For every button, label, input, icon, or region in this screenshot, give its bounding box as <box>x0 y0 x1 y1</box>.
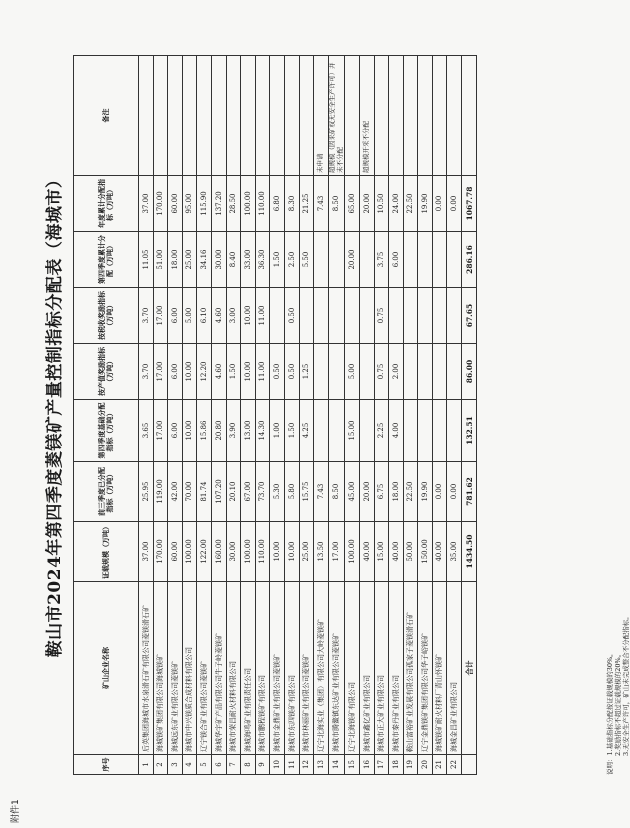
cell-value <box>432 344 447 400</box>
cell-tax <box>345 288 360 344</box>
cell-scale: 122.00 <box>197 522 212 582</box>
cell-q4 <box>328 232 345 288</box>
cell-name: 海城华宇矿产品有限公司牛子岭菱镁矿 <box>211 582 226 755</box>
cell-prev: 7.43 <box>314 462 329 522</box>
cell-base <box>447 400 462 462</box>
cell-tax <box>314 288 329 344</box>
cell-note <box>241 56 256 176</box>
table-row <box>314 56 329 775</box>
cell-name: 海城市中兴镁质合成材料有限公司 <box>182 582 197 755</box>
header-base: 第四季度基础分配指标（万吨） <box>74 400 139 462</box>
cell-note <box>447 56 462 176</box>
table-row <box>270 56 285 775</box>
cell-value: 3.70 <box>139 344 154 400</box>
cell-total-value: 86.00 <box>462 344 477 400</box>
cell-scale: 17.00 <box>328 522 345 582</box>
cell-tax: 17.00 <box>153 288 168 344</box>
header-note: 备注 <box>74 56 139 176</box>
table-row <box>197 56 212 775</box>
cell-prev: 19.90 <box>418 462 433 522</box>
cell-prev: 6.75 <box>374 462 389 522</box>
cell-tax <box>432 288 447 344</box>
cell-base: 10.00 <box>182 400 197 462</box>
cell-name: 辽宁北海实业（集团）有限公司大岭菱镁矿 <box>314 582 329 755</box>
cell-year: 65.00 <box>345 176 360 232</box>
cell-q4 <box>314 232 329 288</box>
cell-note <box>168 56 183 176</box>
cell-value: 4.60 <box>211 344 226 400</box>
table-row <box>328 56 345 775</box>
table-row <box>418 56 433 775</box>
cell-q4: 33.00 <box>241 232 256 288</box>
cell-scale: 30.00 <box>226 522 241 582</box>
cell-q4: 8.40 <box>226 232 241 288</box>
table-body <box>139 56 477 775</box>
cell-value: 11.00 <box>255 344 270 400</box>
cell-no: 11 <box>284 755 299 775</box>
cell-q4 <box>403 232 418 288</box>
cell-no: 12 <box>299 755 314 775</box>
cell-tax: 11.00 <box>255 288 270 344</box>
cell-prev: 20.00 <box>359 462 374 522</box>
cell-tax: 6.00 <box>168 288 183 344</box>
cell-name: 海城市正大矿业有限公司 <box>374 582 389 755</box>
cell-base <box>432 400 447 462</box>
cell-no: 1 <box>139 755 154 775</box>
cell-note: 超规模开采不分配 <box>359 56 374 176</box>
cell-value: 6.00 <box>168 344 183 400</box>
cell-scale: 100.00 <box>241 522 256 582</box>
cell-name: 海城海鸣矿业有限责任公司 <box>241 582 256 755</box>
cell-year: 19.90 <box>418 176 433 232</box>
cell-prev: 18.00 <box>389 462 404 522</box>
cell-name: 海城镁矿耐火材料厂青山怀镁矿 <box>432 582 447 755</box>
table-row <box>226 56 241 775</box>
cell-no: 22 <box>447 755 462 775</box>
cell-tax: 10.00 <box>241 288 256 344</box>
cell-q4: 51.00 <box>153 232 168 288</box>
cell-q4 <box>418 232 433 288</box>
cell-scale: 35.00 <box>447 522 462 582</box>
attachment-label: 附件1 <box>11 799 21 823</box>
cell-q4: 1.50 <box>270 232 285 288</box>
footnote-1: 说明：1.基础指标分配按证载规模的30%。 <box>606 650 614 775</box>
header-no: 序号 <box>74 755 139 775</box>
cell-q4: 11.05 <box>139 232 154 288</box>
cell-value <box>447 344 462 400</box>
cell-no: 21 <box>432 755 447 775</box>
cell-tax: 3.00 <box>226 288 241 344</box>
cell-note <box>345 56 360 176</box>
cell-base <box>359 400 374 462</box>
cell-name: 海城市林丽矿业有限公司菱镁矿 <box>299 582 314 755</box>
cell-tax <box>359 288 374 344</box>
cell-prev: 15.75 <box>299 462 314 522</box>
cell-base: 15.00 <box>345 400 360 462</box>
cell-tax: 0.50 <box>284 288 299 344</box>
cell-note <box>374 56 389 176</box>
cell-prev: 8.50 <box>328 462 345 522</box>
cell-note <box>284 56 299 176</box>
cell-year: 8.30 <box>284 176 299 232</box>
table-row <box>168 56 183 775</box>
cell-prev: 67.00 <box>241 462 256 522</box>
cell-prev: 22.50 <box>403 462 418 522</box>
cell-note <box>153 56 168 176</box>
cell-prev: 107.20 <box>211 462 226 522</box>
cell-prev: 81.74 <box>197 462 212 522</box>
cell-tax <box>418 288 433 344</box>
cell-note <box>182 56 197 176</box>
header-prev: 前三季度已分配指标（万吨） <box>74 462 139 522</box>
cell-tax <box>299 288 314 344</box>
cell-base: 15.86 <box>197 400 212 462</box>
cell-no: 19 <box>403 755 418 775</box>
cell-prev: 45.00 <box>345 462 360 522</box>
cell-tax: 4.60 <box>211 288 226 344</box>
cell-year: 137.20 <box>211 176 226 232</box>
table-row <box>139 56 154 775</box>
cell-name: 海城市鑫亿矿业有限公司 <box>359 582 374 755</box>
header-tax: 按税收奖励指标（万吨） <box>74 288 139 344</box>
cell-base: 3.90 <box>226 400 241 462</box>
cell-note <box>418 56 433 176</box>
cell-name: 海城镁矿集团有限公司海城镁矿 <box>153 582 168 755</box>
cell-prev: 119.00 <box>153 462 168 522</box>
total-row <box>462 56 477 775</box>
cell-name: 辽宁金鼎镁矿集团有限公司华子峪镁矿 <box>418 582 433 755</box>
cell-base <box>418 400 433 462</box>
cell-total-scale: 1434.50 <box>462 522 477 582</box>
cell-base <box>403 400 418 462</box>
cell-q4: 2.50 <box>284 232 299 288</box>
cell-value: 5.00 <box>345 344 360 400</box>
cell-note <box>432 56 447 176</box>
header-q4: 第四季度累计分配（万吨） <box>74 232 139 288</box>
cell-value <box>314 344 329 400</box>
cell-total-base: 132.51 <box>462 400 477 462</box>
cell-total-q4: 286.16 <box>462 232 477 288</box>
cell-year: 170.00 <box>153 176 168 232</box>
cell-q4 <box>447 232 462 288</box>
cell-total-note <box>462 56 477 176</box>
cell-value: 2.00 <box>389 344 404 400</box>
cell-total-no <box>462 755 477 775</box>
cell-base: 3.65 <box>139 400 154 462</box>
cell-no: 18 <box>389 755 404 775</box>
cell-scale: 100.00 <box>182 522 197 582</box>
cell-note <box>255 56 270 176</box>
cell-scale: 25.00 <box>299 522 314 582</box>
footnote-3: 3.无安全生产许可，矿山未完成整合不分配指标。 <box>622 613 630 756</box>
cell-value <box>403 344 418 400</box>
cell-year: 22.50 <box>403 176 418 232</box>
cell-year: 110.00 <box>255 176 270 232</box>
table-row <box>182 56 197 775</box>
cell-scale: 50.00 <box>403 522 418 582</box>
table-row <box>389 56 404 775</box>
cell-tax <box>389 288 404 344</box>
table-row <box>153 56 168 775</box>
cell-no: 7 <box>226 755 241 775</box>
cell-scale: 160.00 <box>211 522 226 582</box>
table-row <box>255 56 270 775</box>
cell-tax: 0.75 <box>374 288 389 344</box>
cell-no: 16 <box>359 755 374 775</box>
cell-scale: 110.00 <box>255 522 270 582</box>
cell-q4: 5.50 <box>299 232 314 288</box>
cell-year: 10.50 <box>374 176 389 232</box>
cell-tax <box>403 288 418 344</box>
cell-prev: 25.95 <box>139 462 154 522</box>
cell-note <box>389 56 404 176</box>
cell-no: 5 <box>197 755 212 775</box>
header-name: 矿山企业名称 <box>74 582 139 755</box>
cell-note <box>197 56 212 176</box>
cell-q4: 6.00 <box>389 232 404 288</box>
cell-base: 1.50 <box>284 400 299 462</box>
cell-prev: 70.00 <box>182 462 197 522</box>
cell-name: 海城市腾鳌镇东达矿业有限公司菱镁矿 <box>328 582 345 755</box>
cell-note: 超规模（因采矿权无安全生产许可）并未不分配 <box>328 56 345 176</box>
cell-note <box>211 56 226 176</box>
cell-q4: 3.75 <box>374 232 389 288</box>
cell-year: 0.00 <box>447 176 462 232</box>
cell-no: 9 <box>255 755 270 775</box>
page-title: 鞍山市2024年第四季度菱镁矿产量控制指标分配表（海城市） <box>45 170 65 658</box>
cell-name: 鞍山富裕矿业发展有限公司孤家子菱镁滑石矿 <box>403 582 418 755</box>
cell-scale: 37.00 <box>139 522 154 582</box>
cell-no: 17 <box>374 755 389 775</box>
cell-year: 115.90 <box>197 176 212 232</box>
cell-scale: 170.00 <box>153 522 168 582</box>
cell-no: 10 <box>270 755 285 775</box>
cell-q4: 34.16 <box>197 232 212 288</box>
cell-year: 28.50 <box>226 176 241 232</box>
cell-total-prev: 781.62 <box>462 462 477 522</box>
cell-q4 <box>432 232 447 288</box>
cell-prev: 73.70 <box>255 462 270 522</box>
cell-q4: 30.00 <box>211 232 226 288</box>
cell-tax <box>447 288 462 344</box>
cell-base: 6.00 <box>168 400 183 462</box>
cell-note: 未申请 <box>314 56 329 176</box>
cell-prev: 0.00 <box>447 462 462 522</box>
cell-prev: 0.00 <box>432 462 447 522</box>
cell-scale: 150.00 <box>418 522 433 582</box>
cell-q4: 20.00 <box>345 232 360 288</box>
cell-tax <box>270 288 285 344</box>
cell-total-tax: 67.65 <box>462 288 477 344</box>
cell-no: 15 <box>345 755 360 775</box>
cell-year: 37.00 <box>139 176 154 232</box>
cell-scale: 10.00 <box>284 522 299 582</box>
cell-base: 1.00 <box>270 400 285 462</box>
table-row <box>432 56 447 775</box>
table-row <box>345 56 360 775</box>
cell-total-year: 1067.78 <box>462 176 477 232</box>
cell-value: 12.20 <box>197 344 212 400</box>
table-row <box>284 56 299 775</box>
cell-scale: 40.00 <box>432 522 447 582</box>
cell-tax <box>328 288 345 344</box>
cell-year: 0.00 <box>432 176 447 232</box>
footnote-2: 2.奖励指标不超过证载规模的20%。 <box>614 650 623 756</box>
cell-no: 2 <box>153 755 168 775</box>
cell-q4: 25.00 <box>182 232 197 288</box>
cell-scale: 40.00 <box>359 522 374 582</box>
cell-scale: 10.00 <box>270 522 285 582</box>
cell-name: 海城市金鼎矿业有限公司菱镁矿 <box>270 582 285 755</box>
cell-year: 100.00 <box>241 176 256 232</box>
cell-scale: 60.00 <box>168 522 183 582</box>
cell-base: 2.25 <box>374 400 389 462</box>
cell-value <box>328 344 345 400</box>
footnotes <box>606 613 630 775</box>
cell-no: 8 <box>241 755 256 775</box>
cell-q4: 36.30 <box>255 232 270 288</box>
cell-value: 0.75 <box>374 344 389 400</box>
table-row <box>241 56 256 775</box>
header-scale: 证载规模（万吨） <box>74 522 139 582</box>
cell-no: 13 <box>314 755 329 775</box>
cell-name: 海城市鹏程镁矿有限公司 <box>255 582 270 755</box>
cell-value: 10.00 <box>241 344 256 400</box>
table-row <box>374 56 389 775</box>
cell-q4: 18.00 <box>168 232 183 288</box>
cell-no: 20 <box>418 755 433 775</box>
cell-note <box>270 56 285 176</box>
cell-year: 21.25 <box>299 176 314 232</box>
cell-note <box>403 56 418 176</box>
cell-value: 1.50 <box>226 344 241 400</box>
cell-total-label: 合计 <box>462 582 477 755</box>
cell-year: 60.00 <box>168 176 183 232</box>
cell-base <box>328 400 345 462</box>
table-row <box>211 56 226 775</box>
cell-prev: 20.10 <box>226 462 241 522</box>
cell-prev: 5.80 <box>284 462 299 522</box>
cell-tax: 6.10 <box>197 288 212 344</box>
header-value: 按产值奖励指标（万吨） <box>74 344 139 400</box>
cell-scale: 40.00 <box>389 522 404 582</box>
cell-scale: 13.50 <box>314 522 329 582</box>
cell-year: 20.00 <box>359 176 374 232</box>
table-row <box>403 56 418 775</box>
cell-base: 13.00 <box>241 400 256 462</box>
cell-name: 后英集团海城市水泉滑石矿有限公司菱镁滑石矿 <box>139 582 154 755</box>
cell-value: 1.25 <box>299 344 314 400</box>
cell-note <box>299 56 314 176</box>
table-row <box>447 56 462 775</box>
cell-base: 4.25 <box>299 400 314 462</box>
cell-no: 4 <box>182 755 197 775</box>
header-year: 年度累计分配指标（万吨） <box>74 176 139 232</box>
cell-value: 17.00 <box>153 344 168 400</box>
cell-name: 海城远东矿业有限公司菱镁矿 <box>168 582 183 755</box>
cell-year: 95.00 <box>182 176 197 232</box>
cell-prev: 42.00 <box>168 462 183 522</box>
cell-no: 14 <box>328 755 345 775</box>
cell-year: 8.50 <box>328 176 345 232</box>
cell-name: 海城市东四镁矿有限公司 <box>284 582 299 755</box>
cell-base: 4.00 <box>389 400 404 462</box>
cell-year: 24.00 <box>389 176 404 232</box>
cell-no: 6 <box>211 755 226 775</box>
cell-tax: 5.00 <box>182 288 197 344</box>
cell-base: 17.00 <box>153 400 168 462</box>
cell-no: 3 <box>168 755 183 775</box>
cell-name: 辽宁镁合矿业有限公司菱镁矿 <box>197 582 212 755</box>
cell-scale: 100.00 <box>345 522 360 582</box>
cell-value: 0.50 <box>270 344 285 400</box>
cell-prev: 5.30 <box>270 462 285 522</box>
cell-name: 海城市秦丹矿业有限公司 <box>389 582 404 755</box>
cell-value: 0.50 <box>284 344 299 400</box>
table-row <box>299 56 314 775</box>
cell-name: 海城金昌矿业有限公司 <box>447 582 462 755</box>
cell-base: 20.80 <box>211 400 226 462</box>
cell-q4 <box>359 232 374 288</box>
cell-value: 10.00 <box>182 344 197 400</box>
cell-tax: 3.70 <box>139 288 154 344</box>
cell-scale: 15.00 <box>374 522 389 582</box>
cell-year: 6.80 <box>270 176 285 232</box>
cell-base: 14.30 <box>255 400 270 462</box>
cell-value <box>359 344 374 400</box>
quota-table <box>73 55 477 775</box>
table-row <box>359 56 374 775</box>
cell-note <box>139 56 154 176</box>
cell-name: 海城市荣昌耐火材料有限公司 <box>226 582 241 755</box>
table-header-row <box>74 56 139 775</box>
cell-name: 辽宁北海镁矿有限公司 <box>345 582 360 755</box>
cell-base <box>314 400 329 462</box>
cell-value <box>418 344 433 400</box>
cell-note <box>226 56 241 176</box>
cell-year: 7.43 <box>314 176 329 232</box>
